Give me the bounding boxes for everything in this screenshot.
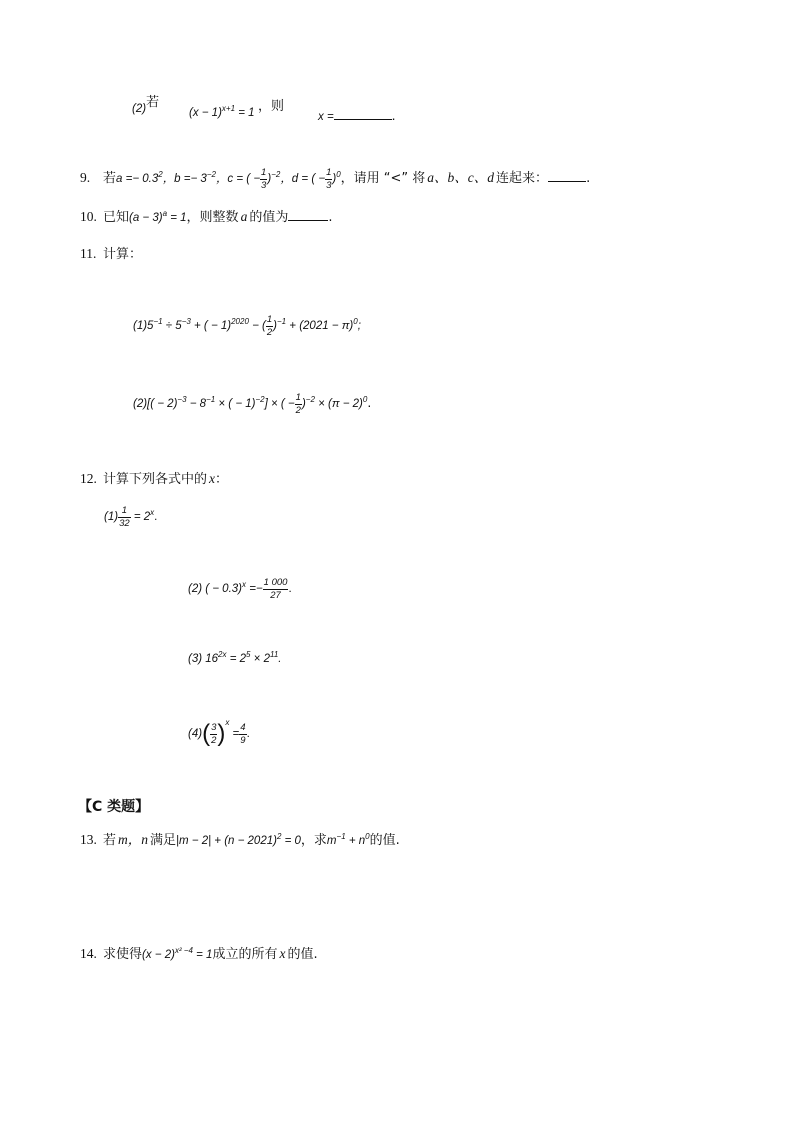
q8-ruo: 若 (146, 95, 160, 110)
question-10: 10. 已知$(a - 3)^a = 1$，则整数 a 的值为 . (80, 209, 333, 225)
section-c-title: 【C 类题】 (78, 799, 150, 815)
q9-d-fraction: $\frac{1}{3}$ (326, 167, 332, 191)
q11-part1: $(1)5^{-1} \div 5^{-3}$ + ( − 1)$^{2020}$ − ( $\frac{1}{2}$ )$^{-1} + (2021 - \pi)^0$; (133, 314, 361, 338)
question-11 (80, 247, 142, 261)
question-12: 12. 计算下列各式中的 x： (80, 471, 229, 487)
q11-part2: $(2)[( - 2)^{-3} - 8^{-1}$ × ( − 1)$^{-2}$] × ( − $\frac{1}{2}$ )$^{-2} \times (\pi - 2)^0$. (133, 392, 372, 416)
question-14: 14. 求使得$(x - 2)^{x^2 -4} = 1$成立的所有 x 的值. (80, 946, 318, 962)
q8-part2 (132, 95, 160, 116)
q11-p2-fraction: $\frac{1}{2}$ (295, 392, 301, 416)
q12-part3: (3) $16^{2x} = 2^5 \times 2^{11}$. (188, 650, 282, 665)
q12-p4-fraction-rhs: $\frac{4}{9}$ (240, 722, 246, 746)
q12-part4: (4)( $\frac{3}{2}$ )$^x$ = $\frac{4}{9}$ . (188, 718, 250, 747)
question-9: 9. 若$a =- 0.3^2$，$b =- 3^{-2}$，c = ( − $\frac{1}{3}$ )$^{-2}$，d = ( − $\frac{1}{3}$ )$^0$，请用 “<” 将 a、b、c、d 连起来： . (80, 167, 591, 191)
q14-number: 14. (80, 946, 97, 961)
q12-number: 12. (80, 471, 97, 486)
q13-number: 13. (80, 832, 97, 847)
q9-c-fraction: $\frac{1}{3}$ (261, 167, 267, 191)
q10-answer-blank[interactable] (288, 220, 328, 221)
q12-title: 计算下列各式中的 (103, 472, 208, 487)
q9-definitions: $a =- 0.3^2$，$b =- 3^{-2}$，c = ( − $\frac{1}{3}$ )$^{-2}$，d = ( − $\frac{1}{3}$ )$^0$ (116, 167, 341, 191)
q12-p1-fraction: $\frac{1}{32}$ (119, 505, 130, 529)
q8-answer: x = . (318, 107, 396, 123)
q8-equation: $(x - 1)^{x+1} = 1$ (189, 104, 255, 119)
q12-part2: (2) ( − 0.3)$^x$ =− $\frac{1 000}{27}$ . (188, 577, 292, 601)
q9-answer-blank[interactable] (548, 181, 586, 182)
q11-p1-fraction: $\frac{1}{2}$ (266, 314, 273, 338)
q8-ze: ，则 (258, 99, 285, 114)
q10-number: 10. (80, 209, 97, 224)
q12-p4-fraction: $\frac{3}{2}$ (211, 722, 217, 746)
q12-part1: (1) $\frac{1}{32}$ = $2^x$. (104, 505, 158, 529)
q11-title: 计算： (103, 247, 143, 262)
q9-number: 9. (80, 170, 91, 186)
q8-part2-label: (2) (132, 103, 147, 115)
q12-p2-fraction: $\frac{1 000}{27}$ (263, 577, 288, 601)
q11-number: 11. (80, 246, 97, 261)
q8-answer-blank[interactable] (334, 119, 392, 120)
question-13: 13. 若 m，n 满足$|m - 2| + (n - 2021)^2 = 0$，求$m^{-1} + n^0$的值. (80, 832, 400, 848)
